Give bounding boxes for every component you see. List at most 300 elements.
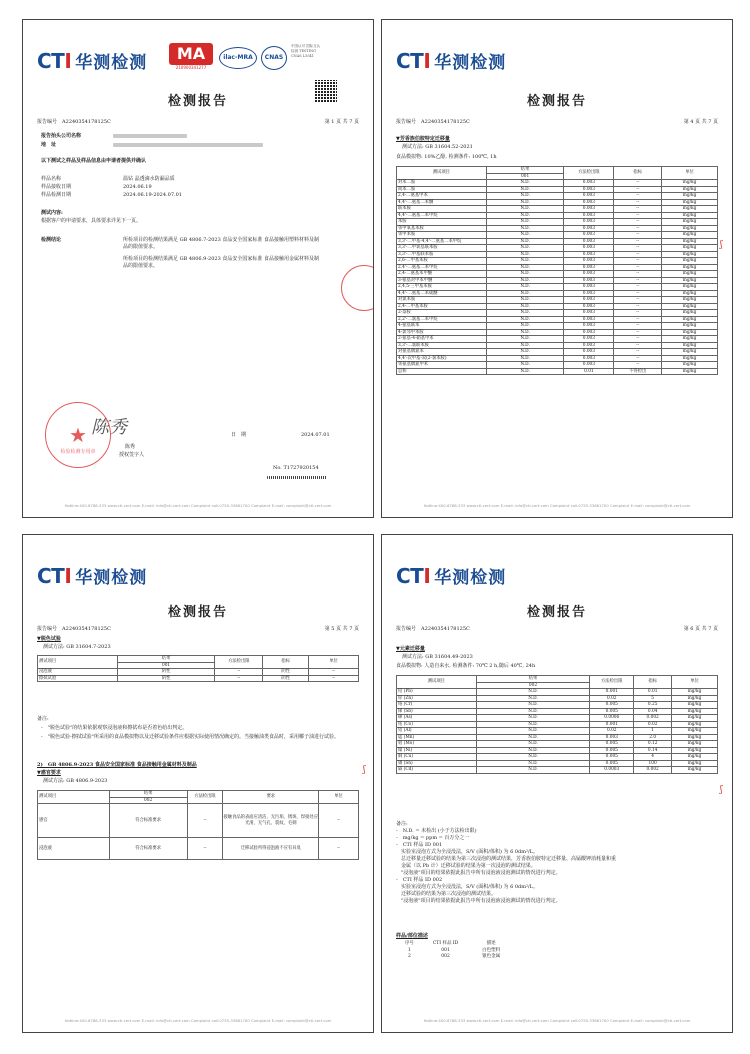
- cell: 0.01: [564, 368, 614, 375]
- cell: 苯胺: [397, 219, 487, 226]
- cell: mg/kg: [672, 754, 718, 761]
- note-line: 备注:: [396, 821, 408, 827]
- cell: 白色塑料: [482, 947, 501, 953]
- cell: 浸泡液: [38, 669, 118, 676]
- cell: 镍 (Ni): [397, 747, 477, 754]
- cell: mg/kg: [662, 193, 718, 200]
- cell: 锰 (Mn): [397, 734, 477, 741]
- cell: mg/kg: [662, 212, 718, 219]
- signature: 陈秀: [91, 417, 127, 438]
- cell: --: [614, 245, 662, 252]
- cell: 4-氨基联苯: [397, 323, 487, 330]
- cell: 0.003: [564, 336, 614, 343]
- col-header: 方法检出限: [590, 676, 634, 689]
- cell: 001: [441, 947, 450, 953]
- section2b-title: ▼感官要求: [37, 770, 61, 776]
- cell: 0.02: [634, 721, 672, 728]
- cell: mg/kg: [672, 747, 718, 754]
- cell: --: [309, 669, 359, 676]
- cell: N.D.: [486, 219, 564, 226]
- page-footer: Hotline:400-6788-333 www.cti-cert.com E-mail: info@cti-cert.com Complaint call:0755-33681700 Complaint E-mail: complaint@cti-cert.com: [423, 503, 691, 508]
- part-table: [400, 941, 510, 960]
- cell: --: [614, 180, 662, 187]
- cell: mg/kg: [662, 342, 718, 349]
- cell: --: [614, 297, 662, 304]
- cell: mg/kg: [662, 225, 718, 232]
- cell: mg/kg: [662, 251, 718, 258]
- cell: 0.003: [564, 290, 614, 297]
- cell: N.D.: [476, 747, 590, 754]
- report-title: 检测报告: [167, 605, 228, 620]
- col-header: 描述: [486, 941, 496, 947]
- cell: --: [614, 238, 662, 245]
- cell: 0.04: [634, 708, 672, 715]
- cti-logo: CTI 华测检测: [37, 48, 148, 73]
- report-meta: 报告编号 A2240354178125C 第 6 页 共 7 页: [396, 626, 718, 632]
- date-value: 2024.07.01: [301, 432, 330, 438]
- cell: N.D.: [476, 734, 590, 741]
- cell: 间苯二胺: [397, 186, 487, 193]
- note-line: 迁移试验的结果为第三次浸泡的测试结果。: [396, 891, 497, 897]
- cell: N.D.: [486, 310, 564, 317]
- receive-date: 2024.06.19: [123, 184, 152, 190]
- cell: mg/kg: [672, 695, 718, 702]
- cell: N.D.: [486, 180, 564, 187]
- cell: --: [614, 212, 662, 219]
- cell: --: [215, 675, 263, 682]
- date-label: 日 期: [231, 432, 247, 438]
- section-title: ▼元素迁移量: [396, 646, 425, 652]
- note-line: "浸泡液"项目的结果依据此报告中所有浸泡液浸泡测试的情况进行判定。: [396, 870, 561, 876]
- address-label: 地 址: [41, 142, 57, 148]
- cell: --: [614, 186, 662, 193]
- col-header: 单位: [662, 167, 718, 180]
- cell: 联苯胺: [397, 206, 487, 213]
- cell: 0.005: [590, 741, 634, 748]
- page-footer: Hotline:400-6788-333 www.cti-cert.com E-mail: info@cti-cert.com Complaint call:0755-33681700 Complaint E-mail: complaint@cti-cert.com: [64, 1018, 332, 1023]
- col-header: 测试项目: [397, 167, 487, 180]
- cell: 100: [634, 760, 672, 767]
- cell: N.D.: [486, 245, 564, 252]
- conclusion-label: 检测结论: [41, 237, 62, 243]
- report-meta: 报告编号 A2240354178125C 第 4 页 共 7 页: [396, 119, 718, 125]
- cell: 0.01: [634, 689, 672, 696]
- cell: N.D.: [476, 695, 590, 702]
- cell: N.D.: [486, 225, 564, 232]
- cell: N.D.: [486, 199, 564, 206]
- cell: N.D.: [476, 708, 590, 715]
- cell: 2-萘胺: [397, 310, 487, 317]
- cell: 0.003: [564, 342, 614, 349]
- cell: 镉 (Cd): [397, 767, 477, 774]
- cell: 0.003: [564, 284, 614, 291]
- cell: 邻氨基偶氮甲苯: [397, 362, 487, 369]
- cell: N.D.: [476, 767, 590, 774]
- sensory-table: [37, 790, 359, 860]
- cell: 0.003: [564, 271, 614, 278]
- col-header: 结果: [117, 656, 215, 663]
- note-line: 实验室浸泡方式为全浸没法，S/V (面积/体积) 为 6 0dm²/L。: [396, 884, 538, 890]
- cell: 钴 (Co): [397, 721, 477, 728]
- test-content: 根据客户的申请要求，具体要求详见下一页。: [41, 218, 142, 224]
- cell: 阴性: [263, 675, 309, 682]
- cell: N.D.: [486, 277, 564, 284]
- cell: 2,4-二甲基苯胺: [397, 303, 487, 310]
- sample-id-header: 002: [476, 682, 590, 689]
- cell: 3,3'-二甲氧基联苯胺: [397, 245, 487, 252]
- cell: 2,2'-二氯基二苯甲烷: [397, 316, 487, 323]
- report-page-6: [381, 534, 733, 1033]
- cell: 002: [441, 954, 450, 960]
- note-line: "浸泡液"项目的结果依据此报告中所有浸泡液浸泡测试的情况进行判定。: [396, 898, 561, 904]
- cell: 4,4'-二氨基二苯硫醚: [397, 290, 487, 297]
- page-footer: Hotline:400-6788-333 www.cti-cert.com E-mail: info@cti-cert.com Complaint call:0755-33681700 Complaint E-mail: complaint@cti-cert.com: [64, 503, 332, 508]
- cell: N.D.: [486, 368, 564, 375]
- cell: N.D.: [486, 271, 564, 278]
- table-row: [397, 767, 718, 774]
- cell: mg/kg: [672, 721, 718, 728]
- cell: 3,3'-二甲基联苯胺: [397, 251, 487, 258]
- cell: mg/kg: [662, 355, 718, 362]
- cell: 锑 (Sb): [397, 708, 477, 715]
- cell: --: [614, 193, 662, 200]
- col-header: 方法检出限: [564, 167, 614, 180]
- cell: --: [614, 355, 662, 362]
- cell: --: [614, 232, 662, 239]
- cell: mg/kg: [662, 186, 718, 193]
- cell: 0.003: [564, 349, 614, 356]
- conclusion-1: 所检项目的检测结果满足 GB 4806.7-2023 食品安全国家标准 食品接触用塑料材料及制品的限值要求。: [123, 237, 319, 250]
- cell: mg/kg: [662, 297, 718, 304]
- cell: 铝 (Al): [397, 728, 477, 735]
- cell: N.D.: [476, 689, 590, 696]
- report-meta: 报告编号 A2240354178125C 第 1 页 共 7 页: [37, 119, 359, 125]
- cell: 4: [634, 754, 672, 761]
- col-header: 结果: [109, 791, 187, 798]
- cell: 0.005: [590, 754, 634, 761]
- cell: 0.003: [564, 212, 614, 219]
- page-footer: Hotline:400-6788-333 www.cti-cert.com E-mail: info@cti-cert.com Complaint call:0755-33681700 Complaint E-mail: complaint@cti-cert.com: [423, 1018, 691, 1023]
- conclusion-2: 所检项目的检测结果满足 GB 4806.9-2023 食品安全国家标准 食品接触用金属材料及制品的限值要求。: [123, 256, 319, 269]
- cell: 0.003: [564, 323, 614, 330]
- cell: 0.02: [590, 695, 634, 702]
- cell: 0.003: [564, 238, 614, 245]
- cell: N.D.: [476, 741, 590, 748]
- cell: mg/kg: [662, 180, 718, 187]
- cell: mg/kg: [672, 708, 718, 715]
- cell: 3,3'-二甲基-4,4'-二氨基二苯甲烷: [397, 238, 487, 245]
- cell: mg/kg: [672, 715, 718, 722]
- cell: mg/kg: [672, 702, 718, 709]
- col-header: 指标: [263, 656, 309, 669]
- cell: N.D.: [486, 264, 564, 271]
- cell: 0.003: [564, 199, 614, 206]
- cell: 0.0006: [590, 715, 634, 722]
- section2-title: 2) GB 4806.9-2023 食品安全国家标准 食品接触用金属材料及制品: [37, 762, 197, 768]
- cell: N.D.: [486, 212, 564, 219]
- cell: 钼 (Mo): [397, 741, 477, 748]
- cell: 0.003: [564, 303, 614, 310]
- cell: mg/kg: [662, 271, 718, 278]
- test-method: 测试方法: GB 31604.7-2023: [43, 644, 111, 650]
- table-row: [38, 675, 359, 682]
- report-title: 检测报告: [167, 94, 228, 109]
- cell: 铜 (Cu): [397, 754, 477, 761]
- note-2: - "脱色试验-擦拭试验"所采用的食品模拟物以及迁移试验条件应根据实际使用情况确定的。当接触油类食品时，采用椰子油进行试验。: [41, 734, 339, 740]
- note-line: - CTI 样品 ID 002: [396, 877, 443, 883]
- cell: 不得检出: [614, 368, 662, 375]
- cell: N.D.: [476, 702, 590, 709]
- col-header: 单位: [672, 676, 718, 689]
- table-row: [400, 954, 510, 960]
- cell: 0.003: [564, 193, 614, 200]
- cell: 3-氨基对甲苯甲醚: [397, 277, 487, 284]
- cell: 0.003: [564, 219, 614, 226]
- ilac-logo: ilac-MRA: [219, 47, 257, 69]
- address-value-redacted: [113, 142, 263, 149]
- cell: 0.005: [590, 747, 634, 754]
- cell: mg/kg: [672, 760, 718, 767]
- cell: mg/kg: [662, 368, 718, 375]
- cell: 0.0003: [590, 767, 634, 774]
- cell: 0.003: [564, 225, 614, 232]
- cell: N.D.: [486, 336, 564, 343]
- cell: --: [319, 838, 359, 860]
- cell: mg/kg: [662, 316, 718, 323]
- cell: mg/kg: [662, 303, 718, 310]
- cell: mg/kg: [662, 336, 718, 343]
- notes-block: [396, 821, 716, 905]
- cell: 4,4'-二氨基二苯醚: [397, 199, 487, 206]
- cell: 2,4-二氨基甲苯: [397, 193, 487, 200]
- report-page-4: [381, 19, 733, 518]
- sample-name: 温钻 晶透滴水防漏品质: [123, 176, 175, 182]
- cell: 总和: [397, 368, 487, 375]
- cell: --: [614, 336, 662, 343]
- cell: mg/kg: [672, 689, 718, 696]
- cell: mg/kg: [662, 277, 718, 284]
- section-title: ▼脱色试验: [37, 636, 61, 642]
- col-header: 要求: [223, 791, 319, 804]
- cell: mg/kg: [672, 741, 718, 748]
- cell: 2,6-二甲基苯胺: [397, 258, 487, 265]
- cell: 0.003: [564, 232, 614, 239]
- cell: 1: [634, 728, 672, 735]
- cell: N.D.: [486, 251, 564, 258]
- cell: N.D.: [476, 728, 590, 735]
- cell: 0.12: [634, 741, 672, 748]
- note-line: - N.D. = 未检出 (小于方法检出限): [396, 828, 477, 834]
- cell: mg/kg: [662, 349, 718, 356]
- table-row: [397, 368, 718, 375]
- cell: 砷 (As): [397, 715, 477, 722]
- cell: mg/kg: [662, 219, 718, 226]
- cell: 4,4'-二氨基二苯甲烷: [397, 212, 487, 219]
- cell: N.D.: [486, 238, 564, 245]
- cell: --: [614, 310, 662, 317]
- cell: N.D.: [486, 284, 564, 291]
- decolor-table: [37, 655, 359, 682]
- cell: 对苯二胺: [397, 180, 487, 187]
- col-header: CTI 样品 ID: [432, 941, 459, 947]
- col-header: 结果: [476, 676, 590, 683]
- report-page-5: [22, 534, 374, 1033]
- cell: 0.003: [564, 258, 614, 265]
- cell: 0.001: [590, 721, 634, 728]
- cell: 0.005: [590, 760, 634, 767]
- red-mark: ʃ: [720, 240, 723, 250]
- cell: --: [614, 323, 662, 330]
- cell: N.D.: [476, 715, 590, 722]
- cell: 银色金属: [482, 954, 501, 960]
- sample-name-label: 样品名称: [41, 176, 62, 182]
- cell: mg/kg: [662, 362, 718, 369]
- sample-id-header: 002: [109, 797, 187, 804]
- cell: 阴性: [117, 675, 215, 682]
- cma-logo: MA 210900341277: [169, 43, 213, 75]
- cell: --: [614, 362, 662, 369]
- report-title: 检测报告: [526, 605, 587, 620]
- cell: 0.001: [590, 689, 634, 696]
- cell: --: [614, 199, 662, 206]
- test-content-label: 测试内容:: [41, 210, 63, 216]
- cell: mg/kg: [662, 323, 718, 330]
- col-header: 测试项目: [38, 656, 118, 669]
- col-header: 结果: [486, 167, 564, 174]
- cell: 2: [407, 954, 411, 960]
- cell: mg/kg: [672, 767, 718, 774]
- cell: 0.002: [634, 715, 672, 722]
- cell: 0.003: [564, 206, 614, 213]
- serial-number: No. T1727920154: [273, 465, 319, 471]
- cell: mg/kg: [662, 329, 718, 336]
- cell: 0.003: [564, 245, 614, 252]
- applicant-value-redacted: [113, 133, 187, 140]
- test-method: 测试方法: GB 31604.52-2021: [402, 144, 473, 150]
- test-condition: 食品模拟物: 10%乙醇, 检测条件: 100℃, 1h: [396, 154, 497, 160]
- cell: 0.003: [564, 316, 614, 323]
- note-line: 实验室浸泡方式为全浸没法，S/V (面积/体积) 为 6 0dm²/L。: [396, 849, 538, 855]
- cell: 铬 (Cr): [397, 702, 477, 709]
- cell: 擦拭试验: [38, 675, 118, 682]
- test-method-2: 测试方法: GB 4806.9-2023: [43, 778, 108, 784]
- cell: N.D.: [476, 760, 590, 767]
- cell: mg/kg: [662, 290, 718, 297]
- test-date-label: 样品检测日期: [41, 192, 72, 198]
- cell: 邻甲氧基苯胺: [397, 225, 487, 232]
- receive-label: 样品接收日期: [41, 184, 72, 190]
- cell: 0.003: [564, 362, 614, 369]
- cell: 0.14: [634, 747, 672, 754]
- cell: 浸泡液: [38, 838, 110, 860]
- col-header: 方法检出限: [187, 791, 223, 804]
- cell: --: [614, 342, 662, 349]
- cell: mg/kg: [662, 310, 718, 317]
- cell: 0.005: [590, 702, 634, 709]
- cell: 铅 (Pb): [397, 689, 477, 696]
- element-migration-table: [396, 675, 718, 774]
- cell: 0.003: [564, 264, 614, 271]
- cell: 感官: [38, 804, 110, 838]
- note-1: - "脱色试验"的结果依据观察浸泡液和擦拭布是否着色给出判定。: [41, 725, 188, 731]
- cell: --: [614, 258, 662, 265]
- cell: mg/kg: [672, 734, 718, 741]
- table-row: [38, 804, 359, 838]
- test-date: 2024.06.19-2024.07.01: [123, 192, 182, 198]
- barcode: [267, 475, 327, 482]
- cell: 2-氨基-4-硝基甲苯: [397, 336, 487, 343]
- cell: --: [614, 219, 662, 226]
- cell: --: [614, 303, 662, 310]
- cell: --: [614, 316, 662, 323]
- cti-logo: CTI 华测检测: [37, 563, 148, 588]
- red-stamp-side: [341, 265, 374, 311]
- cell: N.D.: [486, 355, 564, 362]
- col-header: 单位: [309, 656, 359, 669]
- cell: mg/kg: [662, 206, 718, 213]
- note-line: 金属（以 Pb 计）迁移试验的结果为第一次浸泡的测试结果。: [396, 863, 536, 869]
- table-row: [38, 838, 359, 860]
- cell: --: [215, 669, 263, 676]
- cell: --: [614, 329, 662, 336]
- col-header: 指标: [614, 167, 662, 180]
- sample-id-header: 001: [486, 173, 564, 180]
- red-mark: ʃ: [720, 785, 723, 795]
- note-title: 备注:: [37, 716, 49, 722]
- cell: --: [187, 804, 223, 838]
- cell: mg/kg: [662, 232, 718, 239]
- cell: 阴性: [117, 669, 215, 676]
- aromatic-amine-table: [396, 166, 718, 375]
- cell: 0.02: [590, 728, 634, 735]
- cell: 0.003: [564, 310, 614, 317]
- cell: --: [319, 804, 359, 838]
- note-line: - CTI 样品 ID 001: [396, 842, 443, 848]
- cell: N.D.: [486, 349, 564, 356]
- cell: N.D.: [486, 193, 564, 200]
- cell: 0.003: [564, 186, 614, 193]
- cell: mg/kg: [662, 258, 718, 265]
- report-title: 检测报告: [526, 94, 587, 109]
- cell: 0.003: [590, 734, 634, 741]
- cell: 阴性: [263, 669, 309, 676]
- cell: N.D.: [476, 754, 590, 761]
- cti-logo: CTI 华测检测: [396, 563, 507, 588]
- cell: 迁移试验所得浸泡液不应有异臭: [223, 838, 319, 860]
- cell: N.D.: [486, 303, 564, 310]
- cell: --: [614, 284, 662, 291]
- cell: 符合标准要求: [109, 838, 187, 860]
- cell: 0.003: [564, 180, 614, 187]
- cell: N.D.: [486, 206, 564, 213]
- cell: 0.25: [634, 702, 672, 709]
- signer-name: 陈秀: [125, 444, 136, 450]
- cell: N.D.: [486, 290, 564, 297]
- cell: 0.003: [564, 251, 614, 258]
- cti-logo: CTI 华测检测: [396, 48, 507, 73]
- cell: 2.0: [634, 734, 672, 741]
- test-method: 测试方法: GB 31604.49-2023: [402, 654, 473, 660]
- col-header: 测试项目: [397, 676, 477, 689]
- cell: mg/kg: [672, 728, 718, 735]
- red-mark: ʃ: [363, 765, 366, 775]
- cell: N.D.: [476, 721, 590, 728]
- cell: --: [614, 290, 662, 297]
- cell: 0.003: [564, 277, 614, 284]
- cell: --: [187, 838, 223, 860]
- cell: 2,4'-二氨基二苯甲烷: [397, 264, 487, 271]
- cell: N.D.: [486, 316, 564, 323]
